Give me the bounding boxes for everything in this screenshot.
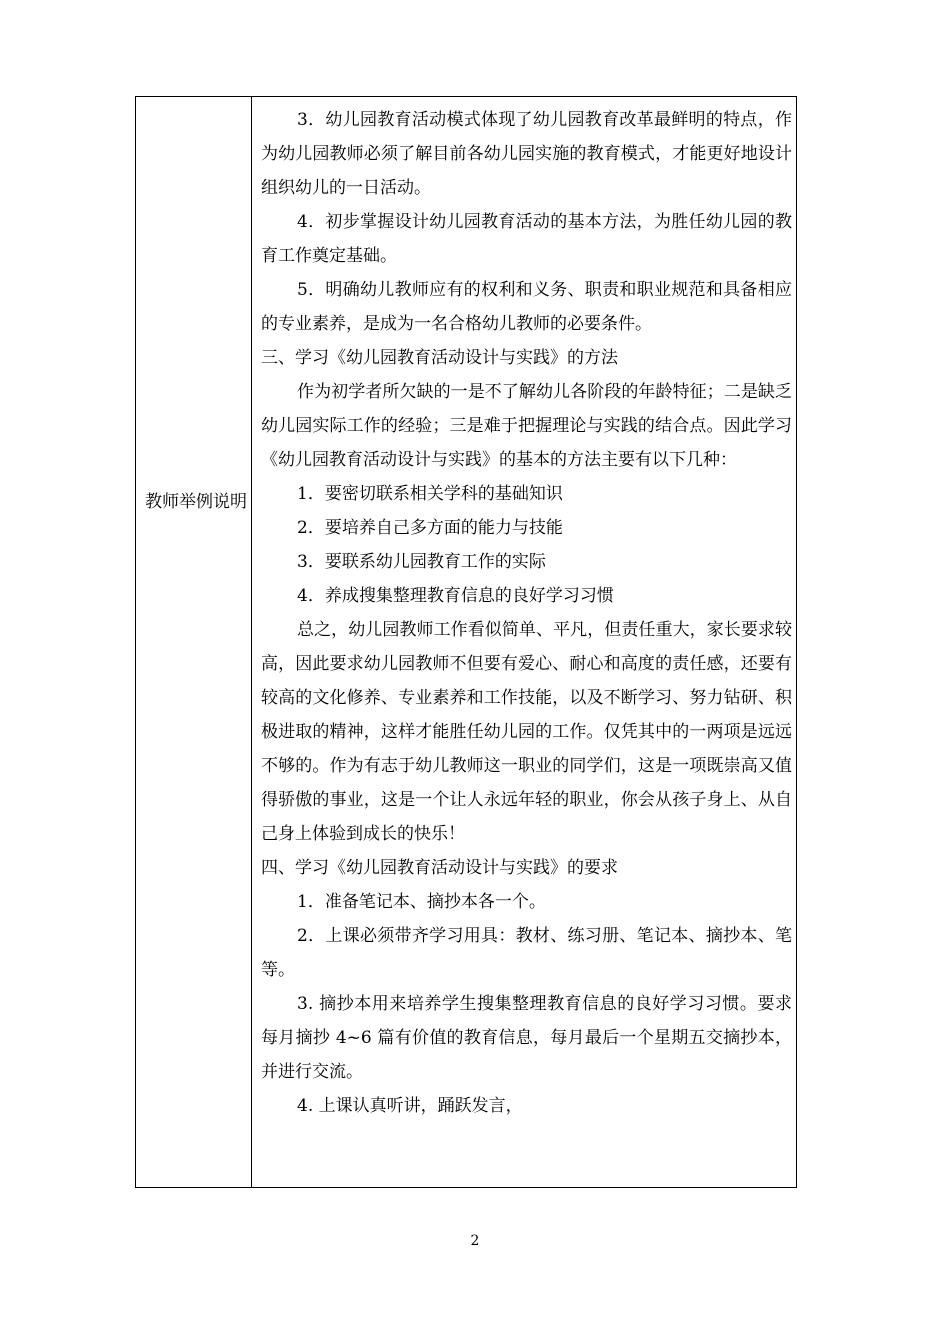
paragraph: 5．明确幼儿教师应有的权利和义务、职责和职业规范和具备相应的专业素养，是成为一名合格幼儿教师的必要条件。 bbox=[261, 280, 792, 334]
paragraph: 4．初步掌握设计幼儿园教育活动的基本方法，为胜任幼儿园的教育工作奠定基础。 bbox=[261, 212, 792, 266]
paragraph: 3．幼儿园教育活动模式体现了幼儿园教育改革最鲜明的特点，作为幼儿园教师必须了解目前各幼儿园实施的教育模式，才能更好地设计组织幼儿的一日活动。 bbox=[261, 110, 792, 198]
paragraph: 2．要培养自己多方面的能力与技能 bbox=[297, 518, 563, 538]
row-label: 教师举例说明 bbox=[145, 492, 247, 512]
table-label-cell bbox=[136, 97, 252, 1187]
paragraph: 3. 摘抄本用来培养学生搜集整理教育信息的良好学习习惯。要求每月摘抄 4~6 篇有价值的教育信息，每月最后一个星期五交摘抄本，并进行交流。 bbox=[261, 994, 792, 1082]
paragraph: 2．上课必须带齐学习用具：教材、练习册、笔记本、摘抄本、笔等。 bbox=[261, 926, 792, 980]
paragraph: 4．养成搜集整理教育信息的良好学习习惯 bbox=[297, 586, 614, 606]
paragraph: 4. 上课认真听讲，踊跃发言， bbox=[297, 1096, 523, 1116]
table-content-cell bbox=[252, 97, 796, 1187]
paragraph: 1．准备笔记本、摘抄本各一个。 bbox=[297, 892, 546, 912]
section-heading: 四、学习《幼儿园教育活动设计与实践》的要求 bbox=[261, 858, 618, 878]
paragraph: 1．要密切联系相关学科的基础知识 bbox=[297, 484, 563, 504]
page-number: 2 bbox=[470, 1233, 480, 1249]
paragraph: 3．要联系幼儿园教育工作的实际 bbox=[297, 552, 546, 572]
paragraph: 作为初学者所欠缺的一是不了解幼儿各阶段的年龄特征；二是缺乏幼儿园实际工作的经验；三是难于把握理论与实践的结合点。因此学习《幼儿园教育活动设计与实践》的基本的方法主要有以下几种： bbox=[261, 382, 792, 470]
content-table bbox=[135, 96, 797, 1188]
paragraph: 总之，幼儿园教师工作看似简单、平凡，但责任重大，家长要求较高，因此要求幼儿园教师不但要有爱心、耐心和高度的责任感，还要有较高的文化修养、专业素养和工作技能，以及不断学习、努力钻研、积极进取的精神，这样才能胜任幼儿园的工作。仅凭其中的一两项是远远不够的。作为有志于幼儿教师这一职业的同学们，这是一项既崇高又值得骄傲的事业，这是一个让人永远年轻的职业，你会从孩子身上、从自己身上体验到成长的快乐！ bbox=[261, 620, 792, 844]
section-heading: 三、学习《幼儿园教育活动设计与实践》的方法 bbox=[261, 348, 618, 368]
